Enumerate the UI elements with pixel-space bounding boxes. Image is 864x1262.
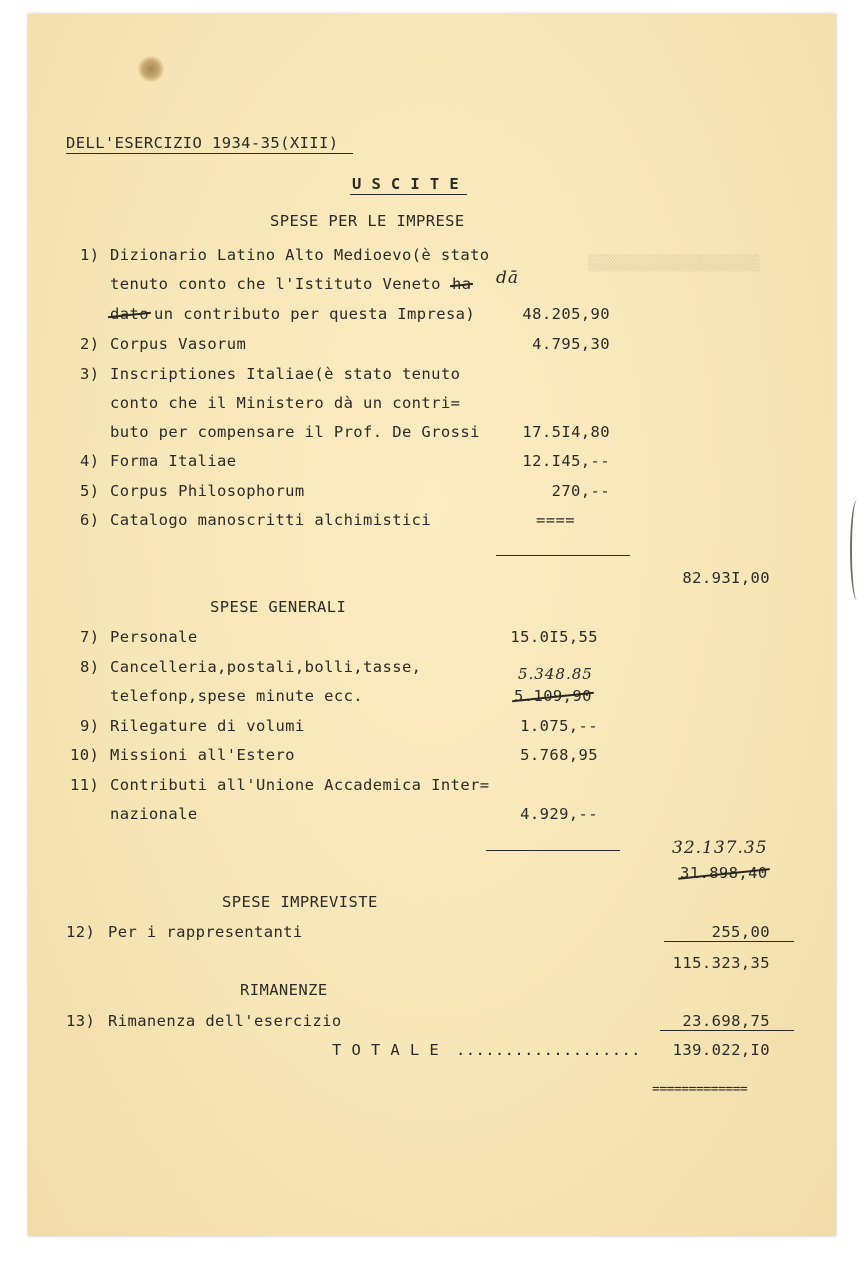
item-amount: 1.075,-- [520, 717, 598, 735]
handwritten-amount: 5.348.85 [518, 665, 593, 683]
item-description: conto che il Ministero dà un contri= [110, 394, 461, 412]
amount-underline [664, 941, 794, 942]
item-description: buto per compensare il Prof. De Grossi [110, 423, 480, 441]
item-description: Rimanenza dell'esercizio [108, 1012, 342, 1030]
running-total: 115.323,35 [672, 954, 770, 972]
item-description: Forma Italiae [110, 452, 237, 470]
totale-label: T O T A L E [332, 1041, 440, 1059]
section-rimanenze-title: RIMANENZE [240, 981, 328, 999]
item-amount: 15.0I5,55 [510, 628, 598, 646]
item-number: 6) [80, 511, 100, 529]
item-amount: 48.205,90 [522, 305, 610, 323]
item-description: Contributi all'Unione Accademica Inter= [110, 776, 490, 794]
amount-underline [660, 1030, 794, 1031]
handwritten-correction: dā [496, 268, 520, 288]
subtotal-rule [486, 850, 620, 851]
totale-leader-dots: ................... [456, 1041, 641, 1059]
uscite-title: U S C I T E [350, 174, 467, 195]
document-header: DELL'ESERCIZIO 1934-35(XIII) [66, 133, 353, 154]
item-description: Cancelleria,postali,bolli,tasse, [110, 658, 422, 676]
item-description: Dizionario Latino Alto Medioevo(è stato [110, 246, 490, 264]
item-description: Personale [110, 628, 198, 646]
item-number: 3) [80, 365, 100, 383]
item-number: 8) [80, 658, 100, 676]
item-number: 13) [66, 1012, 96, 1030]
struck-word: dato [110, 305, 149, 323]
section-impreviste-title: SPESE IMPREVISTE [222, 893, 378, 911]
item-amount: 255,00 [711, 923, 770, 941]
subtotal-rule [496, 555, 630, 556]
struck-amount: 5.109,90 [514, 687, 592, 705]
item-number: 4) [80, 452, 100, 470]
section-subtotal: 82.93I,00 [682, 569, 770, 587]
item-number: 2) [80, 335, 100, 353]
item-description: Inscriptiones Italiae(è stato tenuto [110, 365, 461, 383]
handwritten-subtotal: 32.137.35 [672, 838, 768, 858]
struck-subtotal: 31.898,40 [680, 864, 768, 882]
item-amount: 12.I45,-- [522, 452, 610, 470]
item-number: 5) [80, 482, 100, 500]
item-amount: 4.795,30 [532, 335, 610, 353]
item-number: 7) [80, 628, 100, 646]
item-amount: 23.698,75 [682, 1012, 770, 1030]
item-amount: 4.929,-- [520, 805, 598, 823]
item-number: 10) [70, 746, 100, 764]
item-number: 9) [80, 717, 100, 735]
item-description: Corpus Vasorum [110, 335, 247, 353]
item-amount: 17.5I4,80 [522, 423, 610, 441]
item-amount: 270,-- [551, 482, 610, 500]
item-description: un contributo per questa Impresa) [154, 305, 476, 323]
section-generali-title: SPESE GENERALI [210, 598, 347, 616]
final-double-rule: ============= [652, 1082, 748, 1097]
item-description: Per i rappresentanti [108, 923, 303, 941]
item-description: telefonp,spese minute ecc. [110, 687, 364, 705]
item-amount: 5.768,95 [520, 746, 598, 764]
item-description: tenuto conto che l'Istituto Veneto [110, 275, 441, 293]
stain-mark [138, 56, 164, 82]
item-number: 11) [70, 776, 100, 794]
item-number: 12) [66, 923, 96, 941]
item-amount: ==== [536, 511, 575, 529]
item-description: Corpus Philosophorum [110, 482, 305, 500]
item-description: nazionale [110, 805, 198, 823]
bleed-through-text: ▒▒▒▒▒▒▒▒▒▒▒▒▒▒▒▒▒▒▒ [588, 254, 760, 272]
item-number: 1) [80, 246, 100, 264]
totale-value: 139.022,I0 [672, 1041, 770, 1059]
item-description: Missioni all'Estero [110, 746, 295, 764]
item-description: Rilegature di volumi [110, 717, 305, 735]
section-imprese-title: SPESE PER LE IMPRESE [270, 212, 465, 230]
margin-handwritten-mark [850, 500, 864, 600]
item-description: Catalogo manoscritti alchimistici [110, 511, 432, 529]
struck-word: ha [452, 275, 472, 293]
